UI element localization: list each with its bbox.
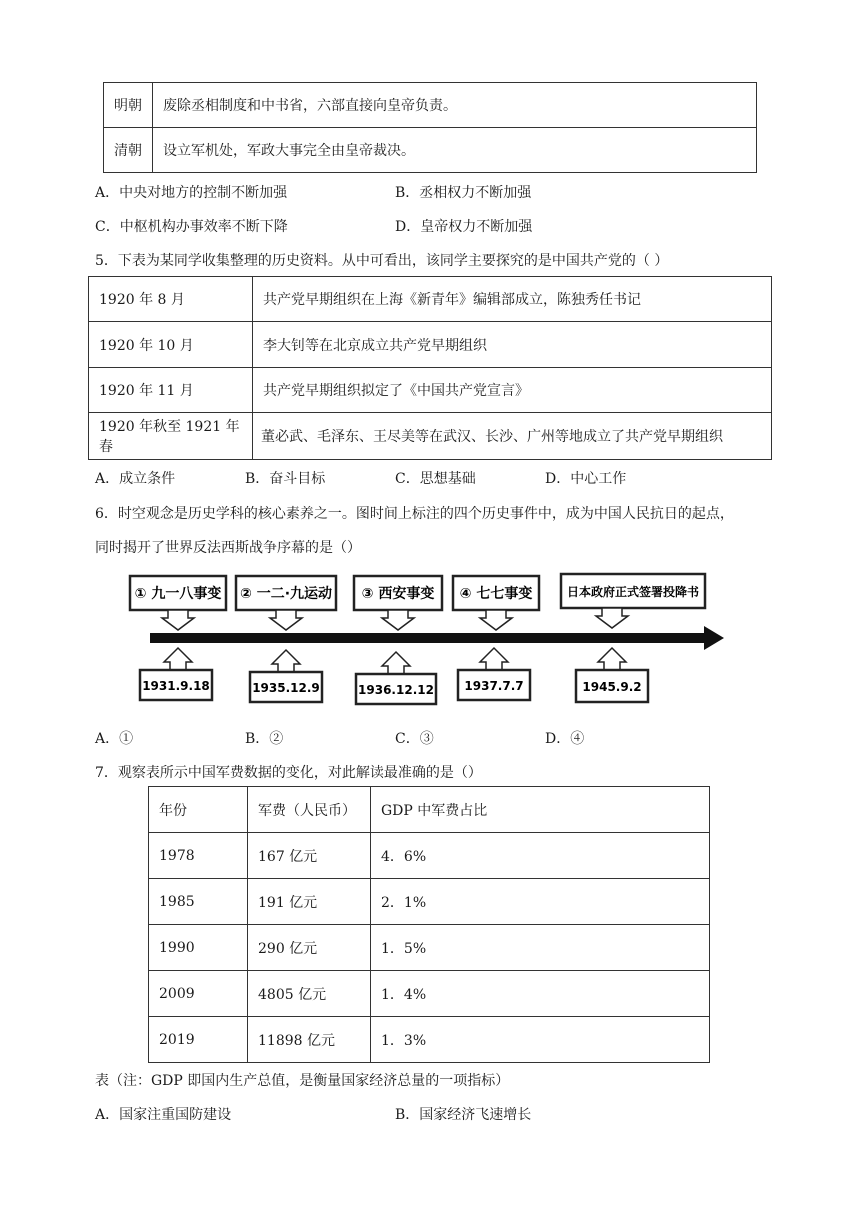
year-cell: 2009 (149, 971, 248, 1017)
q7-option-a[interactable]: A．国家注重国防建设 (95, 1107, 232, 1123)
q7-note: 表（注：GDP 即国内生产总值，是衡量国家经济总量的一项指标） (95, 1073, 510, 1089)
q7-question: 7．观察表所示中国军费数据的变化，对此解读最准确的是（） (95, 765, 482, 781)
q6-question-line1: 6．时空观念是历史学科的核心素养之一。图时间上标注的四个历史事件中，成为中国人民抗日的起点， (95, 506, 734, 522)
q4-table (103, 82, 757, 173)
date-1 (140, 648, 212, 700)
table-row (149, 879, 710, 925)
table-row (149, 1017, 710, 1063)
table-row (104, 83, 757, 128)
year-cell: 1990 (149, 925, 248, 971)
event-5 (561, 574, 705, 628)
table-row (89, 322, 772, 368)
q6-option-d[interactable]: D．④ (545, 731, 585, 747)
ratio-cell: 2．1% (371, 879, 710, 925)
q4-option-d[interactable]: D．皇帝权力不断加强 (395, 219, 533, 235)
event-5-label: 日本政府正式签署投降书 (566, 585, 700, 599)
spending-cell: 290 亿元 (248, 925, 371, 971)
event-3-label: ③ 西安事变 (361, 586, 435, 602)
date-5 (576, 648, 648, 702)
q5-question: 5．下表为某同学收集整理的历史资料。从中可看出，该同学主要探究的是中国共产党的（ ） (95, 253, 669, 269)
spending-cell: 191 亿元 (248, 879, 371, 925)
q5-option-b[interactable]: B．奋斗目标 (245, 471, 326, 487)
year-cell: 1978 (149, 833, 248, 879)
q4-option-b[interactable]: B．丞相权力不断加强 (395, 185, 532, 201)
table-row (89, 368, 772, 413)
q5-option-c[interactable]: C．思想基础 (395, 471, 476, 487)
event-cell: 共产党早期组织在上海《新青年》编辑部成立，陈独秀任书记 (253, 277, 772, 322)
event-2-label: ② 一二·九运动 (239, 586, 333, 602)
table-header-row (149, 787, 710, 833)
q7-option-b[interactable]: B．国家经济飞速增长 (395, 1107, 532, 1123)
event-cell: 董必武、毛泽东、王尽美等在武汉、长沙、广州等地成立了共产党早期组织 (253, 413, 772, 460)
header-year: 年份 (149, 787, 248, 833)
date-2-label: 1935.12.9 (252, 681, 320, 695)
desc-cell: 废除丞相制度和中书省，六部直接向皇帝负责。 (153, 83, 757, 128)
q4-option-a[interactable]: A．中央对地方的控制不断加强 (95, 185, 288, 201)
table-row (149, 925, 710, 971)
q6-option-c[interactable]: C．③ (395, 731, 434, 747)
q5-table (88, 276, 772, 460)
q6-option-a[interactable]: A．① (95, 731, 134, 747)
table-row (149, 833, 710, 879)
event-2 (236, 576, 336, 630)
date-1-label: 1931.9.18 (142, 679, 210, 693)
timeline-arrowhead (704, 626, 724, 650)
spending-cell: 4805 亿元 (248, 971, 371, 1017)
q6-timeline (0, 560, 860, 720)
event-1 (130, 576, 226, 630)
date-5-label: 1945.9.2 (582, 680, 642, 694)
table-row (89, 277, 772, 322)
event-cell: 李大钊等在北京成立共产党早期组织 (253, 322, 772, 368)
q5-option-d[interactable]: D．中心工作 (545, 471, 627, 487)
event-1-label: ① 九一八事变 (134, 586, 222, 602)
time-cell: 1920 年 11 月 (89, 368, 253, 413)
spending-cell: 167 亿元 (248, 833, 371, 879)
date-3-label: 1936.12.12 (358, 683, 434, 697)
year-cell: 1985 (149, 879, 248, 925)
table-row (149, 971, 710, 1017)
date-4-label: 1937.7.7 (464, 679, 524, 693)
table-row (89, 413, 772, 460)
q5-option-a[interactable]: A．成立条件 (95, 471, 176, 487)
dynasty-cell: 明朝 (104, 83, 153, 128)
q4-option-c[interactable]: C．中枢机构办事效率不断下降 (95, 219, 288, 235)
desc-cell: 设立军机处，军政大事完全由皇帝裁决。 (153, 128, 757, 173)
timeline-bar (150, 633, 710, 643)
header-gdp-ratio: GDP 中军费占比 (371, 787, 710, 833)
ratio-cell: 1．4% (371, 971, 710, 1017)
time-cell: 1920 年 8 月 (89, 277, 253, 322)
event-3 (354, 576, 442, 630)
q7-table (148, 786, 710, 1063)
q6-question-line2: 同时揭开了世界反法西斯战争序幕的是（） (95, 540, 361, 556)
table-row (104, 128, 757, 173)
event-4-label: ④ 七七事变 (459, 586, 533, 602)
ratio-cell: 1．5% (371, 925, 710, 971)
year-cell: 2019 (149, 1017, 248, 1063)
dynasty-cell: 清朝 (104, 128, 153, 173)
header-spending: 军费（人民币） (248, 787, 371, 833)
spending-cell: 11898 亿元 (248, 1017, 371, 1063)
ratio-cell: 1．3% (371, 1017, 710, 1063)
q6-option-b[interactable]: B．② (245, 731, 284, 747)
date-4 (458, 648, 530, 700)
event-4 (453, 576, 539, 630)
date-2 (250, 650, 322, 702)
time-cell: 1920 年秋至 1921 年春 (89, 413, 253, 460)
date-3 (356, 652, 436, 704)
event-cell: 共产党早期组织拟定了《中国共产党宣言》 (253, 368, 772, 413)
time-cell: 1920 年 10 月 (89, 322, 253, 368)
ratio-cell: 4．6% (371, 833, 710, 879)
